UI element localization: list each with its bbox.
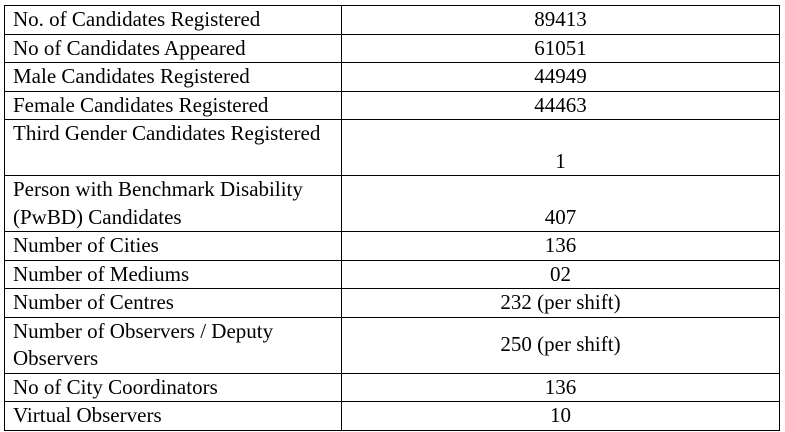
row-value: 136: [342, 373, 780, 402]
row-label: No of Candidates Appeared: [5, 34, 342, 63]
row-value: 44949: [342, 63, 780, 92]
table-row: [5, 34, 780, 63]
row-value: 136: [342, 232, 780, 261]
row-value: 02: [342, 260, 780, 289]
row-label: Virtual Observers: [5, 402, 342, 431]
row-label: Number of Observers / Deputy Observers: [5, 317, 342, 373]
row-value: 61051: [342, 34, 780, 63]
row-value: 250 (per shift): [342, 317, 780, 373]
row-label: No. of Candidates Registered: [5, 6, 342, 35]
table-row: [5, 91, 780, 120]
row-value: 407: [342, 176, 780, 232]
row-label: Number of Mediums: [5, 260, 342, 289]
table-row: [5, 373, 780, 402]
row-value: 44463: [342, 91, 780, 120]
table-row: [5, 6, 780, 35]
row-value: 89413: [342, 6, 780, 35]
row-value: 232 (per shift): [342, 289, 780, 318]
row-label: Female Candidates Registered: [5, 91, 342, 120]
row-value: 1: [342, 120, 780, 176]
row-value: 10: [342, 402, 780, 431]
table-row: [5, 402, 780, 431]
candidate-statistics-table: [4, 5, 780, 431]
table-row: [5, 176, 780, 232]
table-row: [5, 289, 780, 318]
table-row: [5, 317, 780, 373]
row-label: Number of Cities: [5, 232, 342, 261]
row-label: Number of Centres: [5, 289, 342, 318]
row-label: Third Gender Candidates Registered: [5, 120, 342, 176]
row-label: Male Candidates Registered: [5, 63, 342, 92]
row-label: No of City Coordinators: [5, 373, 342, 402]
table-row: [5, 63, 780, 92]
table-row: [5, 120, 780, 176]
table-row: [5, 232, 780, 261]
row-label: Person with Benchmark Disability (PwBD) Candidates: [5, 176, 342, 232]
table-row: [5, 260, 780, 289]
